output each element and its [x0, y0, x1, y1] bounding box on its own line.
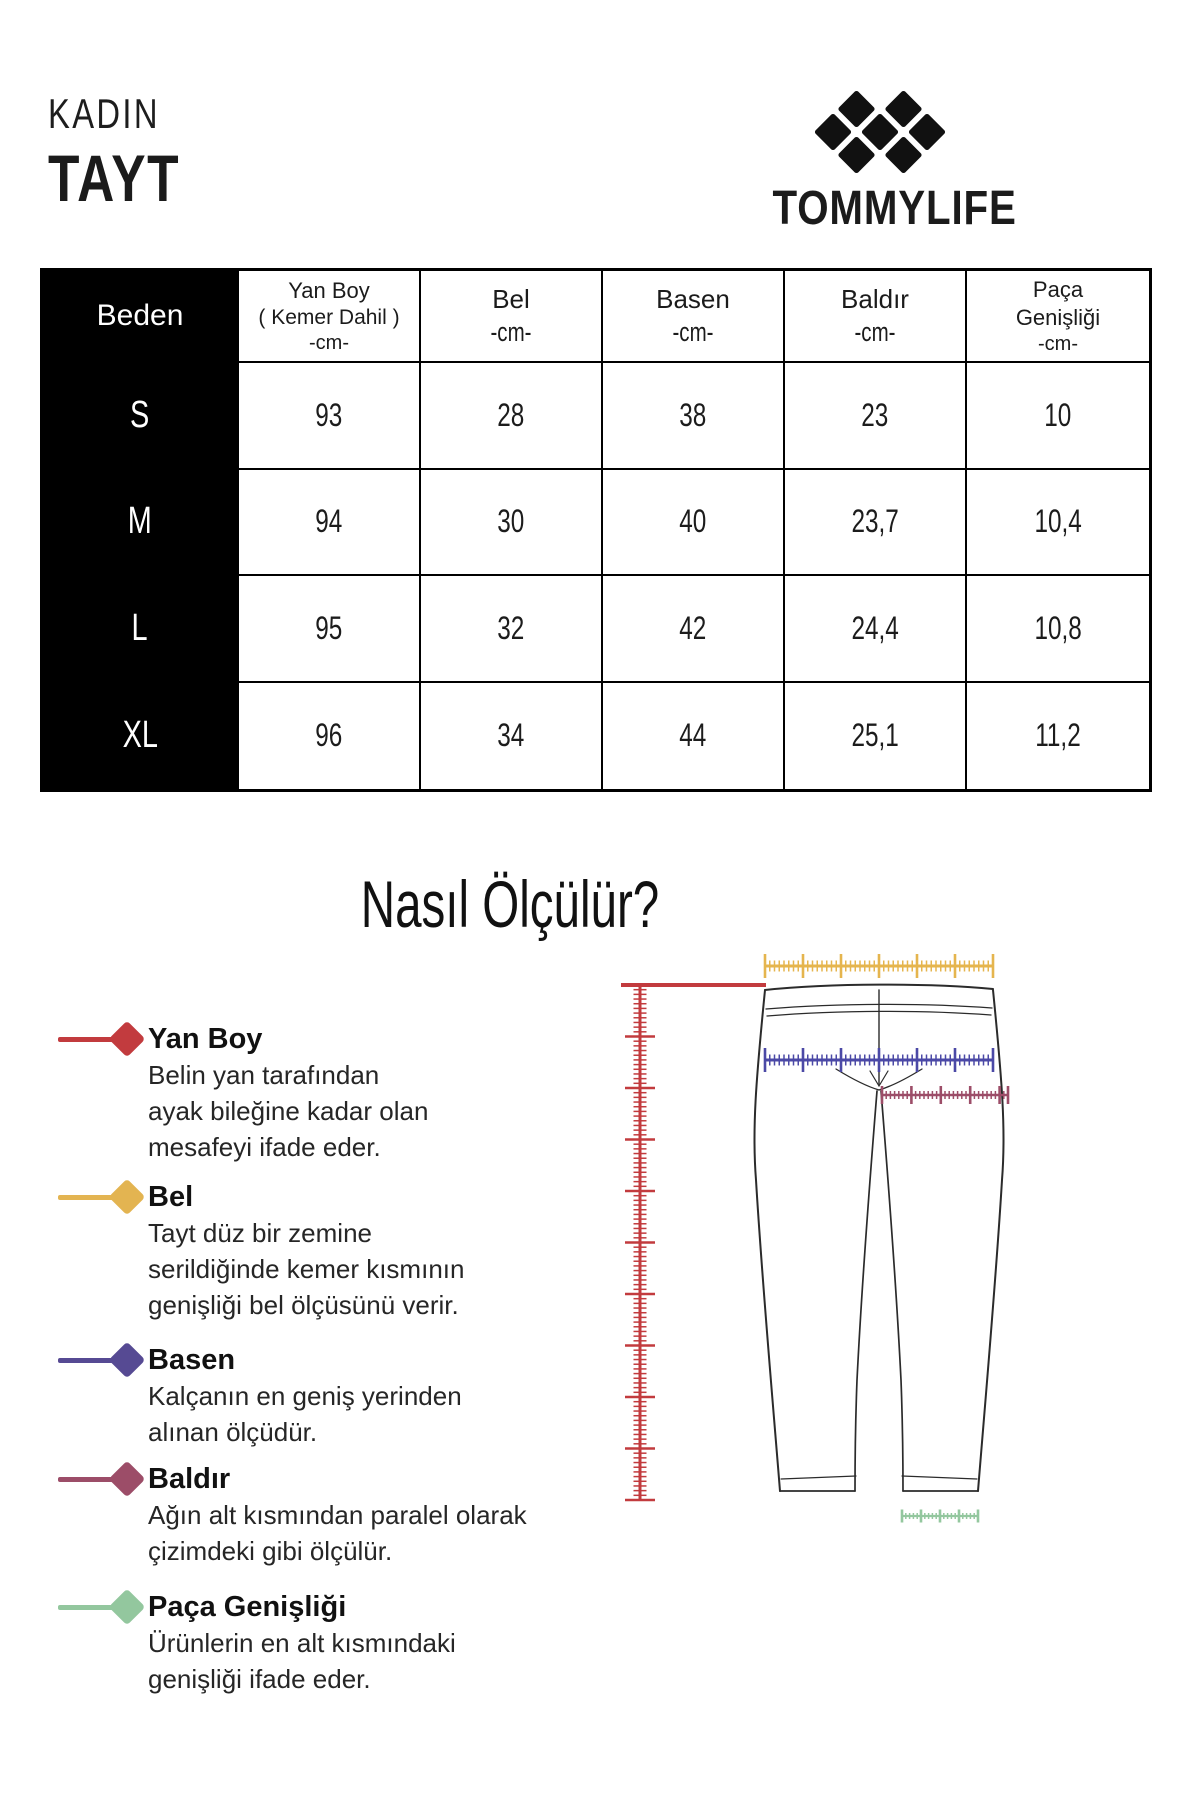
size-table — [40, 268, 1152, 792]
size-row-label-XL: XL — [43, 683, 239, 790]
size-value-cell: 24,4 — [785, 576, 967, 683]
legend-description: Kalçanın en geniş yerinden alınan ölçüdür. — [148, 1381, 462, 1447]
baldir-ruler — [882, 1086, 1008, 1104]
column-header-0: Yan Boy ( Kemer Dahil ) -cm- — [239, 271, 421, 363]
table-corner-header: Beden — [43, 271, 239, 363]
size-value-cell: 40 — [603, 470, 785, 577]
legend-item-3 — [55, 1461, 575, 1569]
column-header-3: Baldır -cm- — [785, 271, 967, 363]
legend-description: Ağın alt kısmından paralel olarak çizimdeki gibi ölçülür. — [148, 1500, 527, 1566]
legend-item-1 — [55, 1179, 575, 1323]
brand-name: TOMMYLIFE — [772, 182, 1017, 235]
yan-boy-ruler — [621, 985, 766, 1500]
size-value-cell: 23 — [785, 363, 967, 470]
product-label: TAYT — [48, 141, 181, 215]
how-to-measure-title: Nasıl Ölçülür? — [360, 867, 660, 941]
column-header-1: Bel -cm- — [421, 271, 603, 363]
legend-item-0 — [55, 1021, 575, 1165]
paca-genisligi-ruler — [902, 1510, 978, 1523]
size-value-cell: 94 — [239, 470, 421, 577]
size-value-cell: 42 — [603, 576, 785, 683]
legend-description: Belin yan tarafından ayak bileğine kadar olan mesafeyi ifade eder. — [148, 1060, 429, 1162]
size-row-label-M: M — [43, 470, 239, 577]
size-value-cell: 28 — [421, 363, 603, 470]
size-value-cell: 25,1 — [785, 683, 967, 790]
size-value-cell: 10 — [967, 363, 1149, 470]
legend-title: Yan Boy — [148, 1023, 263, 1055]
column-header-4: Paça Genişliği -cm- — [967, 271, 1149, 363]
category-label: KADIN — [48, 90, 160, 137]
size-value-cell: 34 — [421, 683, 603, 790]
size-value-cell: 95 — [239, 576, 421, 683]
legend-item-4 — [55, 1589, 575, 1697]
size-value-cell: 38 — [603, 363, 785, 470]
column-header-2: Basen -cm- — [603, 271, 785, 363]
size-row-label-L: L — [43, 576, 239, 683]
size-value-cell: 93 — [239, 363, 421, 470]
size-value-cell: 96 — [239, 683, 421, 790]
legend-item-2 — [55, 1342, 575, 1450]
legend-diamond-icon — [109, 1461, 146, 1498]
legend-title: Paça Genişliği — [148, 1591, 347, 1623]
legend-title: Bel — [148, 1181, 194, 1213]
legend-diamond-icon — [109, 1179, 146, 1216]
size-value-cell: 10,8 — [967, 576, 1149, 683]
legend-description: Tayt düz bir zemine serildiğinde kemer kısmının genişliği bel ölçüsünü verir. — [148, 1218, 465, 1320]
legend-diamond-icon — [109, 1021, 146, 1058]
size-value-cell: 10,4 — [967, 470, 1149, 577]
size-value-cell: 44 — [603, 683, 785, 790]
legend-title: Baldır — [148, 1463, 231, 1495]
size-value-cell: 30 — [421, 470, 603, 577]
size-value-cell: 32 — [421, 576, 603, 683]
leggings-measurement-diagram — [540, 880, 1070, 1570]
legend-diamond-icon — [109, 1342, 146, 1379]
bel-ruler — [765, 954, 993, 978]
legend-diamond-icon — [109, 1589, 146, 1626]
legend-title: Basen — [148, 1344, 236, 1376]
basen-ruler — [765, 1048, 993, 1072]
tommylife-logo-icon — [800, 80, 960, 185]
size-value-cell: 11,2 — [1035, 717, 1081, 754]
size-row-label-S: S — [43, 363, 239, 470]
size-value-cell: 23,7 — [785, 470, 967, 577]
legend-description: Ürünlerin en alt kısmındaki genişliği ifade eder. — [148, 1628, 456, 1694]
